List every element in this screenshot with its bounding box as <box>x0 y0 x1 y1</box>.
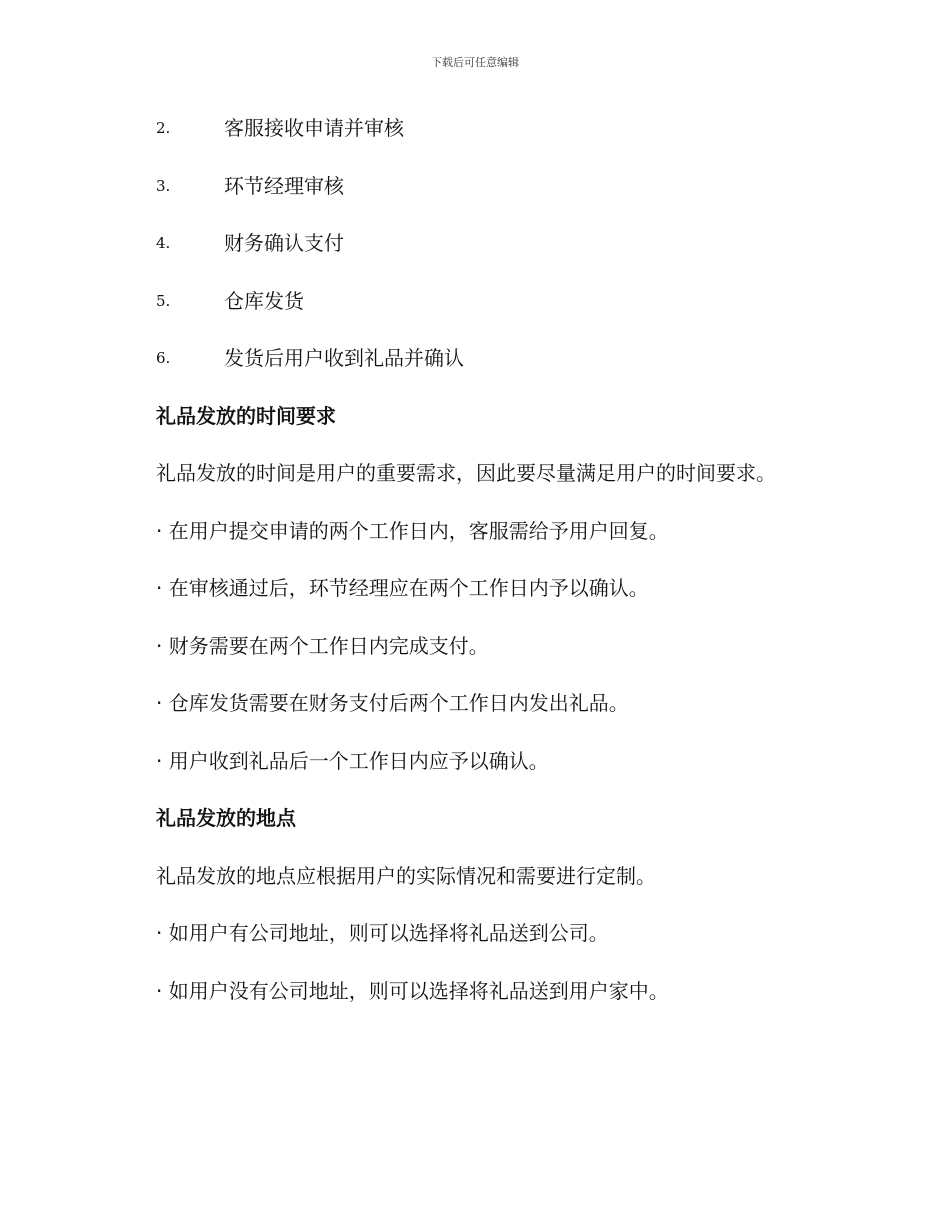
list-text: 财务确认支付 <box>224 231 344 255</box>
bullet-item: · 用户收到礼品后一个工作日内应予以确认。 <box>156 748 549 773</box>
section-heading-time: 礼品发放的时间要求 <box>156 403 336 428</box>
bullet-item: · 如用户有公司地址，则可以选择将礼品送到公司。 <box>156 921 609 945</box>
list-text: 环节经理审核 <box>224 173 344 198</box>
list-text: 仓库发货 <box>224 288 304 313</box>
list-item <box>156 225 856 283</box>
list-number: 5. <box>156 291 171 310</box>
list-item <box>156 168 856 226</box>
list-number: 2. <box>156 119 171 137</box>
list-item <box>156 283 856 341</box>
section-heading-location: 礼品发放的地点 <box>156 806 296 830</box>
section-intro-time: 礼品发放的时间是用户的重要需求，因此要尽量满足用户的时间要求。 <box>156 461 776 485</box>
list-text: 客服接收申请并审核 <box>224 116 404 140</box>
bullet-item: · 在审核通过后，环节经理应在两个工作日内予以确认。 <box>156 576 649 600</box>
bullet-item: · 如用户没有公司地址，则可以选择将礼品送到用户家中。 <box>156 978 669 1003</box>
list-number: 3. <box>156 176 171 195</box>
list-item <box>156 340 856 398</box>
bullet-item: · 在用户提交申请的两个工作日内，客服需给予用户回复。 <box>156 518 669 543</box>
document-body <box>156 110 856 1030</box>
list-item <box>156 110 856 168</box>
section-intro-location: 礼品发放的地点应根据用户的实际情况和需要进行定制。 <box>156 863 656 888</box>
list-text: 发货后用户收到礼品并确认 <box>224 346 464 370</box>
list-number: 4. <box>156 234 171 252</box>
bullet-item: · 财务需要在两个工作日内完成支付。 <box>156 633 489 658</box>
bullet-item: · 仓库发货需要在财务支付后两个工作日内发出礼品。 <box>156 691 629 715</box>
list-number: 6. <box>156 349 171 367</box>
page-header-note: 下载后可任意编辑 <box>431 56 519 69</box>
